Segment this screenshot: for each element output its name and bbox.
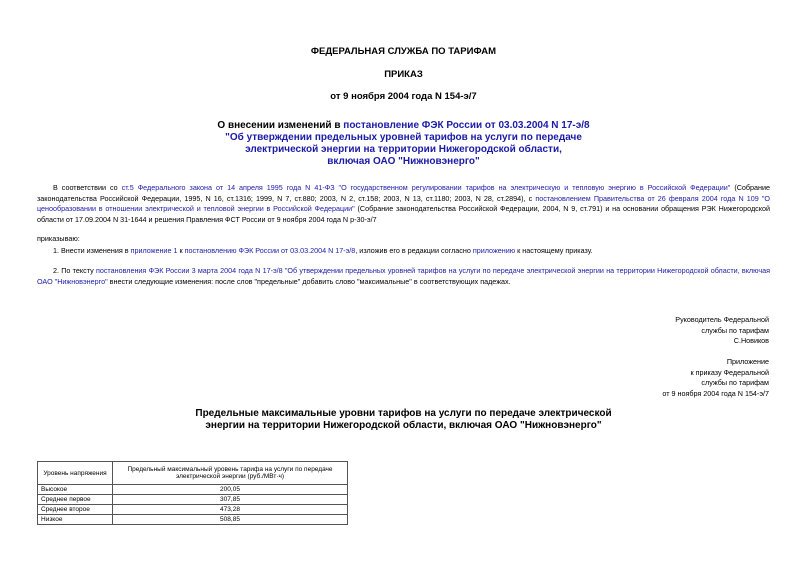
doc-title — [0, 120, 807, 168]
preamble-text-3: (Собрание законодательства Российской Федерации, 2004, N 9, ст.791) и на основании обращения РЭК Нижегородской области от 17.09.2004 N 31-1644 и решения Правления ФСТ России от 9 ноября 2004 года N р-30-э/7 — [37, 204, 770, 224]
table-row — [38, 515, 348, 525]
tariff-header-line-1: Предельный максимальный уровень тарифа на услуги по передаче — [127, 466, 333, 473]
table-header-row — [38, 462, 348, 485]
title-line-4[interactable]: включая ОАО "Нижновэнерго" — [327, 156, 480, 167]
fek-decree-title-link[interactable]: постановления ФЭК России 3 марта 2004 года N 17-э/8 "Об утверждении предельных уровней тарифов на услуги по передаче электрической энергии на территории Нижегородской области, включая ОАО "Нижновэнерго" — [37, 266, 770, 286]
appendix-line-4: от 9 ноября 2004 года N 154-э/7 — [662, 388, 769, 398]
appendix-line-3: службы по тарифам — [701, 378, 769, 387]
item2-text-2: внести следующие изменения: после слов "предельные" добавить слово "максимальные" в соответствующих падежах. — [107, 276, 511, 286]
table-row — [38, 485, 348, 495]
item1-text-2: к — [177, 246, 185, 255]
title-line-3[interactable]: электрической энергии на территории Нижегородской области, — [245, 144, 562, 155]
preamble-paragraph — [37, 183, 770, 225]
fek-decree-link[interactable]: постановлению ФЭК России от 03.03.2004 N 17-э/8 — [184, 246, 356, 255]
voltage-level: Низкое — [38, 515, 113, 525]
tariff-value: 508,85 — [113, 515, 348, 525]
voltage-level: Среднее второе — [38, 505, 113, 515]
doc-date-number: от 9 ноября 2004 года N 154-э/7 — [330, 91, 477, 102]
item1-text-3: , изложив его в редакции согласно — [355, 246, 473, 255]
voltage-level: Среднее первое — [38, 495, 113, 505]
title-link[interactable]: постановление ФЭК России от 03.03.2004 N 17-э/8 — [343, 120, 590, 131]
agency-name: ФЕДЕРАЛЬНАЯ СЛУЖБА ПО ТАРИФАМ — [310, 46, 497, 57]
tariff-value: 473,28 — [113, 505, 348, 515]
signature-position: Руководитель Федеральной — [675, 315, 769, 324]
appendix-header — [569, 357, 769, 399]
signature-name: С.Новиков — [733, 336, 769, 345]
appendix-title-line-2: энергии на территории Нижегородской области, включая ОАО "Нижновэнерго" — [205, 420, 602, 431]
item-1 — [37, 246, 770, 257]
item-2 — [37, 266, 770, 287]
appendix-link[interactable]: приложению — [472, 246, 516, 255]
appendix-line-2: к приказу Федеральной — [690, 367, 769, 377]
appendix-title — [0, 408, 807, 432]
item1-text-4: к настоящему приказу. — [515, 246, 593, 255]
voltage-level: Высокое — [38, 485, 113, 495]
item2-text-1: 2. По тексту — [53, 266, 96, 275]
tariff-value: 307,85 — [113, 495, 348, 505]
title-prefix: О внесении изменений в — [217, 120, 344, 131]
title-line-1 — [0, 120, 807, 132]
title-line-2[interactable]: "Об утверждении предельных уровней тарифов на услуги по передаче — [225, 132, 582, 143]
tariff-table — [37, 461, 348, 525]
item1-text-1: 1. Внести изменения в — [53, 246, 131, 255]
tariff-header-line-2: электрической энергии (руб./МВт·ч) — [175, 473, 285, 480]
law-link[interactable]: ст.5 Федерального закона от 14 апреля 1995 года N 41-ФЗ "О государственном регулировании тарифов на электрическую и тепловую энергию в Российской Федерации" — [121, 183, 731, 192]
table-row — [38, 505, 348, 515]
column-header-voltage: Уровень напряжения — [38, 462, 113, 485]
preamble-text-2: (Собрание законодательства Российской Федерации, 1995, N 16, ст.1316; 1999, N 7, ст.880; 2003, N 2, ст.158; 2003, N 13, ст.1180; 2003, N 28, ст.2894), с — [37, 183, 771, 203]
column-header-tariff — [113, 462, 348, 485]
appendix-title-line-1: Предельные максимальные уровни тарифов на услуги по передаче электрической — [195, 408, 612, 419]
government-decree-link[interactable]: постановлением Правительства от 26 февраля 2004 года N 109 "О ценообразовании в отношении электрической и тепловой энергии в Российской Федерации" — [37, 193, 770, 213]
tariff-value: 200,05 — [113, 485, 348, 495]
doc-type: ПРИКАЗ — [384, 69, 423, 80]
table-row — [38, 495, 348, 505]
appendix1-link[interactable]: приложение 1 — [130, 246, 178, 255]
preamble-text-1: В соответствии со — [53, 183, 122, 192]
signature-block — [569, 315, 769, 347]
appendix-label: Приложение — [726, 357, 769, 366]
signature-agency: службы по тарифам — [701, 325, 769, 335]
order-word: приказываю: — [37, 234, 80, 243]
